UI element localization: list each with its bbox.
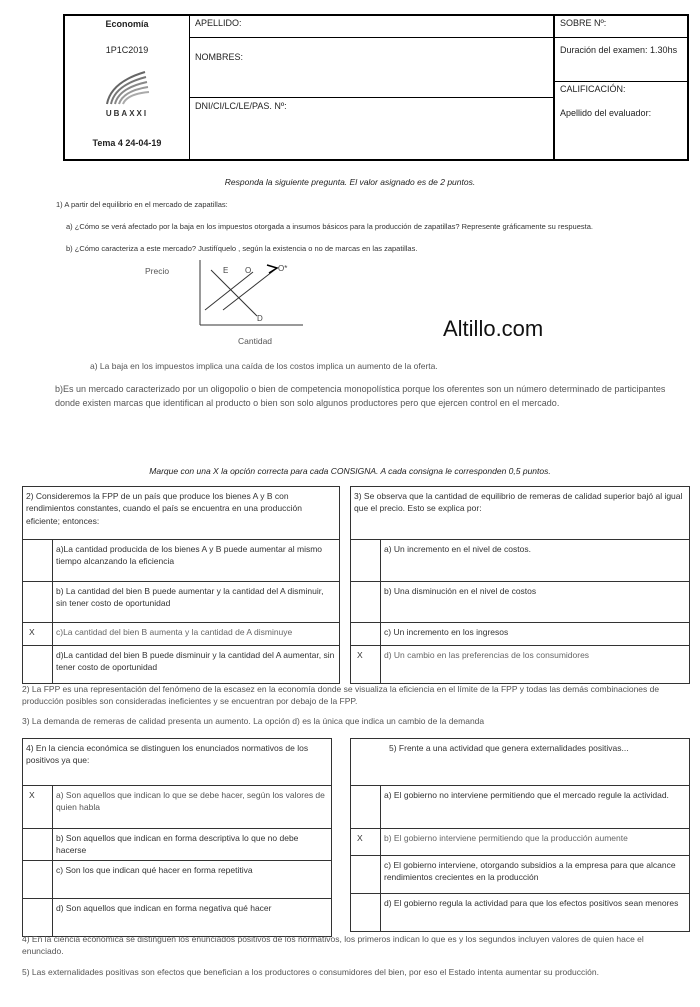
option-mark[interactable] [351,786,381,829]
option-text: d)La cantidad del bien B puede disminuir y la cantidad del A aumentar, sin tener costo de oportunidad [53,646,340,684]
evaluador-label: Apellido del evaluador: [560,108,652,118]
question-4-stem: 4) En la ciencia económica se distinguen los enunciados normativos de los positivos ya que: [23,739,332,786]
question-1b: b) ¿Cómo caracteriza a este mercado? Justifíquelo , según la existencia o no de marcas en las zapatillas. [66,244,418,253]
option-mark[interactable] [23,582,53,623]
option-mark[interactable]: X [23,623,53,646]
option-text: c)La cantidad del bien B aumenta y la cantidad de A disminuye [53,623,340,646]
ubaxxi-logo [101,68,151,108]
option-mark[interactable]: X [351,646,381,684]
option-text: a)La cantidad producida de los bienes A y B puede aumentar al mismo tiempo alcanzando la eficiencia [53,540,340,582]
option-mark[interactable] [23,540,53,582]
option-row[interactable] [351,786,690,829]
question-1: 1) A partir del equilibrio en el mercado de zapatillas: [56,200,228,209]
option-text: d) Un cambio en las preferencias de los consumidores [381,646,690,684]
answer-1a: a) La baja en los impuestos implica una caída de los costos implica un aumento de la oferta. [90,361,438,371]
option-row[interactable] [23,623,340,646]
option-row[interactable] [351,894,690,932]
graph-label-o: O [245,266,252,275]
explanation-4: 4) En la ciencia económica se distinguen los enunciados positivos de los normativos, los primeros indican lo que es y los segundos incluyen valores de quien hace el enunciado. [22,934,644,956]
duracion-label: Duración del examen: 1.30hs [560,45,678,55]
question-2-table [22,486,340,684]
apellido-field[interactable] [190,16,553,38]
explanation-2: 2) La FPP es una representación del fenómeno de la escasez en la economía donde se visualiza la eficiencia en el límite de la FPP y todas las demás combinaciones de producción posibles son consideradas ineficientes y se encuentran por debajo de la FPP. [22,684,660,706]
course-info-cell [65,16,190,159]
option-mark[interactable]: X [351,829,381,856]
section2-instruction: Marque con una X la opción correcta para cada CONSIGNA. A cada consigna le corresponden 0,5 puntos. [149,466,551,476]
section1-instruction: Responda la siguiente pregunta. El valor asignado es de 2 puntos. [224,177,476,187]
dni-label: DNI/CI/LC/LE/PAS. Nº: [195,101,287,111]
option-text: a) Un incremento en el nivel de costos. [381,540,690,582]
nombres-label: NOMBRES: [195,52,244,62]
demand-curve [211,270,257,316]
supply-demand-graph [145,258,305,348]
option-row[interactable] [23,786,332,829]
option-mark[interactable] [23,646,53,684]
question-1a: a) ¿Cómo se verá afectado por la baja en los impuestos otorgada a insumos básicos para la producción de zapatillas? Represente gráficamente su respuesta. [66,222,593,231]
option-mark[interactable] [351,582,381,623]
exam-topic-date: Tema 4 24-04-19 [92,138,162,148]
option-text: c) El gobierno interviene, otorgando subsidios a la empresa para que alcance rendimientos crecientes en la producción [381,856,690,894]
option-text: d) El gobierno regula la actividad para que los efectos positivos sean menores [381,894,690,932]
apellido-label: APELLIDO: [195,18,242,28]
shift-arrow [267,265,277,273]
course-code: 1P1C2019 [105,45,149,55]
graph-x-label: Cantidad [238,336,273,346]
option-mark[interactable] [23,860,53,898]
option-row[interactable] [351,856,690,894]
explanation-5: 5) Las externalidades positivas son efectos que benefician a los productores o consumidores del bien, por eso el Estado intenta aumentar su producción. [22,967,599,977]
dni-field[interactable] [190,98,553,159]
option-row[interactable] [351,582,690,623]
question-3-stem: 3) Se observa que la cantidad de equilibrio de remeras de calidad superior bajó al igual que el precio. Esto se explica por: [351,487,690,540]
option-text: b) El gobierno interviene permitiendo que la producción aumente [381,829,690,856]
option-mark[interactable] [351,856,381,894]
option-mark[interactable] [351,540,381,582]
option-text: a) Son aquellos que indican lo que se debe hacer, según los valores de quien habla [53,786,332,829]
watermark: Altillo.com [443,316,544,341]
option-mark[interactable] [351,894,381,932]
option-mark[interactable] [23,829,53,861]
answer-1b: b)Es un mercado caracterizado por un oligopolio o bien de competencia monopolística porque los oferentes son un número determinado de participantes donde existen marcas que identifican al producto o bien son solo algunos productores pero que ejercen control en el mercado. [55,384,666,408]
option-row[interactable] [351,646,690,684]
option-text: b) Son aquellos que indican en forma descriptiva lo que no debe hacerse [53,829,332,861]
option-row[interactable] [23,829,332,861]
graph-label-o-star: O* [278,264,288,273]
option-row[interactable] [351,829,690,856]
option-row[interactable] [351,623,690,646]
graph-label-e: E [223,266,229,275]
question-3-table [350,486,690,684]
option-mark[interactable] [351,623,381,646]
graph-y-label: Precio [145,266,170,276]
option-row[interactable] [23,898,332,936]
calificacion-label: CALIFICACIÓN: [560,84,626,94]
option-row[interactable] [23,582,340,623]
option-text: a) El gobierno no interviene permitiendo que el mercado regule la actividad. [381,786,690,829]
question-5-stem: 5) Frente a una actividad que genera externalidades positivas... [351,739,690,786]
question-4-table [22,738,332,937]
graph-label-d: D [257,314,263,323]
exam-meta-cell [555,16,687,159]
option-row[interactable] [23,540,340,582]
duracion-info [555,38,687,82]
nombres-field[interactable] [190,38,553,98]
option-row[interactable] [23,646,340,684]
option-text: c) Un incremento en los ingresos [381,623,690,646]
subject-label: Economía [105,19,149,29]
option-row[interactable] [23,860,332,898]
option-text: d) Son aquellos que indican en forma negativa qué hacer [53,898,332,936]
logo-wordmark: UBAXXI [105,109,149,118]
calificacion-field[interactable] [555,82,687,159]
exam-header [63,14,689,161]
option-text: c) Son los que indican qué hacer en forma repetitiva [53,860,332,898]
explanation-3: 3) La demanda de remeras de calidad presenta un aumento. La opción d) es la única que indica un cambio de la demanda [22,716,485,726]
question-2-stem: 2) Consideremos la FPP de un país que produce los bienes A y B con rendimientos constantes, cuando el país se encuentra en una producción eficiente; entonces: [23,487,340,540]
student-info-cell [190,16,555,159]
option-mark[interactable]: X [23,786,53,829]
sobre-field[interactable] [555,16,687,38]
sobre-label: SOBRE Nº: [560,18,607,28]
option-text: b) La cantidad del bien B puede aumentar y la cantidad del A disminuir, sin tener costo de oportunidad [53,582,340,623]
option-text: b) Una disminución en el nivel de costos [381,582,690,623]
question-5-table [350,738,690,932]
option-row[interactable] [351,540,690,582]
option-mark[interactable] [23,898,53,936]
